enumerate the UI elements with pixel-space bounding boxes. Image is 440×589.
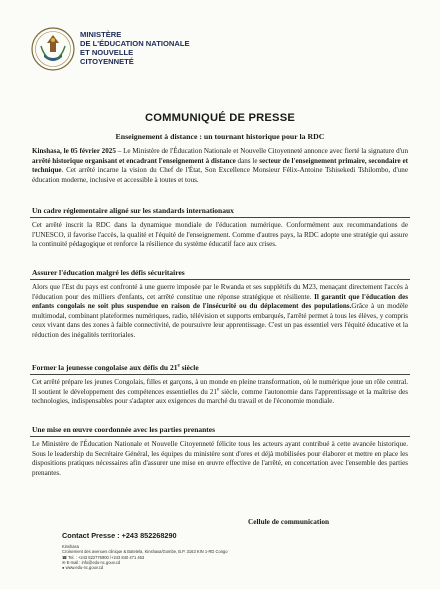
section-divider [30,217,410,218]
section-text: Alors que l'Est du pays est confronté à une guerre imposée par le Rwanda et ses supplétifs du M23, menaçant directement l'accès à l'éducation pour des milliers d'enfants, cet arrêté constitue une réponse stratégique et résiliente. [32,283,408,301]
intro-text: . Cet arrêté incarne la vision du Chef de l'État, Son Excellence Monsieur Félix-Antoine Tshisekedi Tshilombo, d'une éducation moderne, inclusive et accessible à toutes et tous. [32,166,408,184]
section-text: Cet arrêté prépare les jeunes Congolais, filles et garçons, à un monde en pleine transformation, où le numérique joue un rôle central. Il soutient le développement des compétences essentielles du 21 [32,378,408,396]
press-contact: Contact Presse : +243 852268290 [62,531,177,540]
section-emphasis: Il garantit que l'éducation des enfants congolais ne soit plus suspendue en raison de l'insécurité ou du déplacement des populations. [32,292,408,311]
section-paragraph: Cet arrêté inscrit la RDC dans la dynamique mondiale de l'éducation numérique. Conformément aux recommandations de l'UNESCO, il favorise l'accès, la qualité et l'équité de l'enseignement. Comme d'autres pays, la RDC adopte une stratégie qui assure la continuité pédagogique et renforce la résilience du système éducatif face aux crises. [32,221,408,249]
page-title: COMMUNIQUÉ DE PRESSE [144,112,296,124]
footer-line: Kinshasa [62,544,79,549]
footer-address [62,544,228,570]
section-paragraph [32,378,408,407]
section-text: Grâce à un modèle multimodal, combinant plateformes numériques, radio, télévision et supports embarqués, l'arrêté permet à tous les élèves, y compris ceux vivant dans des zones à faible connectivité, de poursuivre leur apprentissage. C'est un pas essentiel vers l'équité éducative et la réduction des inégalités territoriales. [32,302,408,339]
ministry-line: CITOYENNETÉ [80,57,134,66]
ministry-line: MINISTÈRE [80,30,122,39]
section-paragraph [32,283,408,341]
intro-emphasis: arrêté historique organisant et encadrant l'enseignement à distance [32,156,236,165]
ministry-line: ET NOUVELLE [80,48,134,57]
heading-superscript: e [177,363,180,369]
section-heading [32,363,199,372]
drc-coat-of-arms-icon [30,26,76,72]
dateline: Kinshasa, le 05 février 2025 [32,147,116,155]
heading-text: siècle [179,363,199,372]
ministry-name [80,30,190,66]
footer-line: ☎ Tel. : +243 822776900 /+243 840 471 463 [62,554,145,560]
section-paragraph: Le Ministère de l'Éducation Nationale et Nouvelle Citoyenneté félicite tous les acteurs ayant contribué à cette avancée historique. Sous le leadership du Secrétaire Général, les équipes du ministère sont d'ores et déjà mobilisées pour élaborer et mettre en place les dispositions pratiques nécessaires afin d'assurer une mise en œuvre effective de l'arrêté, en concertation avec l'ensemble des parties prenantes. [32,440,408,477]
section-heading: Un cadre réglementaire aligné sur les standards internationaux [32,206,234,215]
letterhead [30,26,190,72]
intro-text: dans le [235,156,260,165]
signature-block: Cellule de communication [248,517,330,526]
footer-line: ✉ E-mail : info@edu-nc.gouv.cd [62,559,121,565]
section-divider [30,436,410,437]
intro-emphasis: secteur de l'enseignement primaire, secondaire et technique [32,156,408,175]
section-heading: Une mise en œuvre coordonnée avec les parties prenantes [32,425,216,434]
intro-text: – Le Ministère de l'Éducation Nationale et Nouvelle Citoyenneté annonce avec fierté la signature d'un [115,147,408,155]
section-divider [30,374,410,375]
footer-line: Croisement des avenues clinique & Batetela, Kinshasa/Gombe, B.P. 3163 KIN 1-RD Congo [62,549,228,555]
section-divider [30,279,410,280]
ministry-line: DE L'ÉDUCATION NATIONALE [80,39,190,48]
text-superscript: e [217,387,220,393]
heading-text: Former la jeunesse congolaise aux défis du 21 [32,363,178,372]
footer-line: ● www.edu-nc.gouv.cd [62,565,104,571]
section-heading: Assurer l'éducation malgré les défis sécuritaires [32,268,185,277]
intro-paragraph [32,147,408,185]
section-text: siècle, comme l'autonomie dans l'apprentissage et la maîtrise des technologies, indispensables pour s'adapter aux exigences du marché du travail et de l'économie mondiale. [32,387,408,406]
page-subtitle: Enseignement à distance : un tournant historique pour la RDC [115,132,325,141]
